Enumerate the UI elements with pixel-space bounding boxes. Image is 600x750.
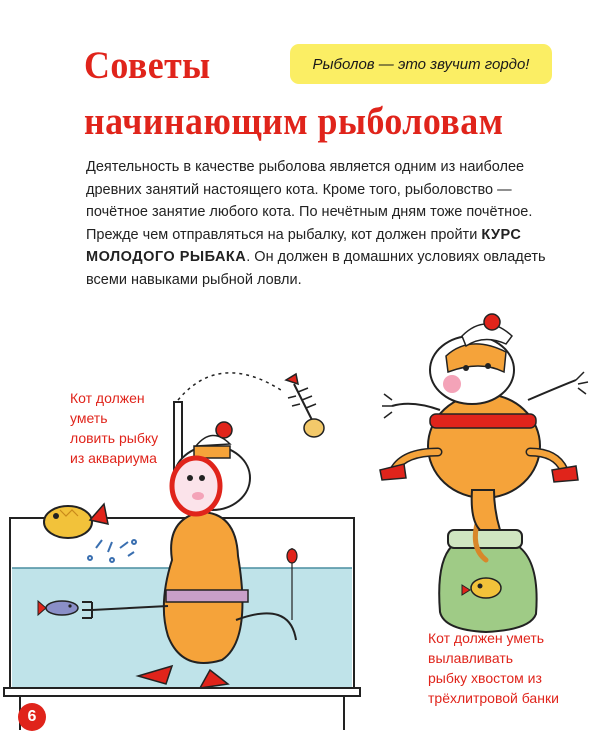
balancing-cat <box>380 314 588 530</box>
caption-jar-line-2: вылавливать <box>428 650 514 666</box>
caption-aquarium-line-2: уметь <box>70 410 108 426</box>
tagline-text: Рыболов — это звучит гордо! <box>312 55 530 73</box>
intro-text-2: . Он должен в домашних условиях овладеть всеми навыками рыбной ловли. <box>86 249 546 288</box>
caption-jar-line-3: рыбку хвостом из <box>428 670 542 686</box>
splash <box>88 540 136 562</box>
caption-aquarium-line-1: Кот должен <box>70 390 145 406</box>
page-number-badge <box>18 703 46 731</box>
yellow-fish-icon <box>44 504 108 538</box>
caption-aquarium-line-4: из аквариума <box>70 450 157 466</box>
diving-mask <box>172 458 220 514</box>
caption-jar-line-1: Кот должен уметь <box>428 630 545 646</box>
caption-jar-line-4: трёхлитровой банки <box>428 690 559 706</box>
page-number: 6 <box>27 708 37 725</box>
title-line-1: Советы <box>84 44 211 87</box>
intro-text-1: Деятельность в качестве рыболова является одним из наиболее древних занятий настоящего кота. Кроме того, рыболовство — почётное занятие любого кота. По нечётным дням тоже почётное. Прежде чем отправляться на рыбалку, кот должен пройти <box>86 159 533 243</box>
jar-illustration <box>380 314 588 632</box>
caption-aquarium <box>70 388 158 468</box>
fish-skeleton-icon <box>286 374 324 437</box>
caption-aquarium-line-3: ловить рыбку <box>70 430 159 446</box>
aquarium-illustration <box>4 373 360 730</box>
caption-jar <box>428 628 559 708</box>
title-line-2: начинающим рыболовам <box>84 100 504 143</box>
course-name: КУРС МОЛОДОГО РЫБАКА <box>86 226 522 265</box>
aquarium-stand <box>4 688 360 696</box>
